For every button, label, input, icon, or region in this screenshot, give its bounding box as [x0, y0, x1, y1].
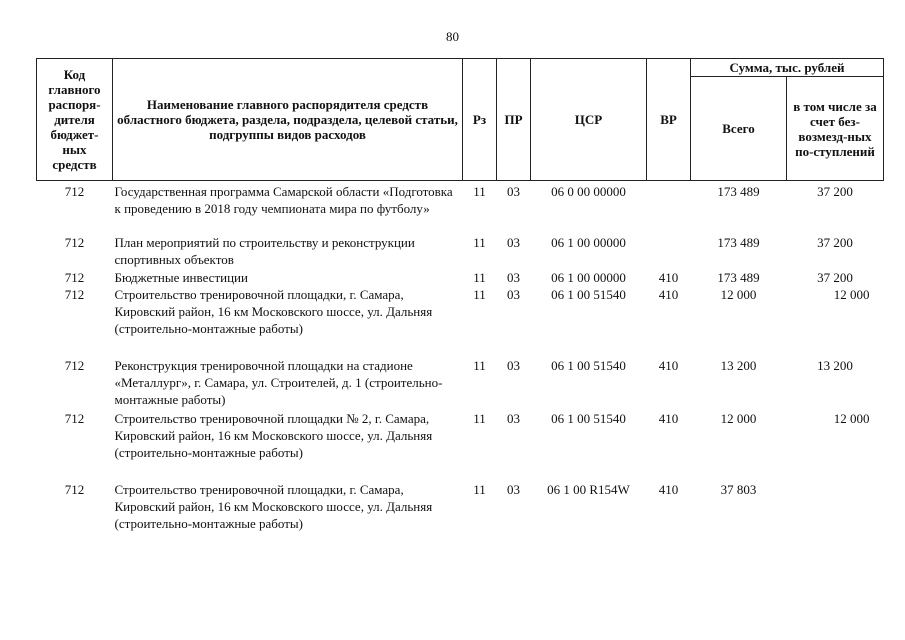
cell-csr: 06 1 00 00000	[551, 269, 626, 285]
cell-free: 37 200	[817, 184, 853, 199]
cell-csr: 06 0 00 00000	[551, 184, 626, 199]
cell-rz: 11	[473, 286, 486, 302]
table-row	[37, 410, 884, 481]
cell-csr: 06 1 00 51540	[551, 410, 626, 426]
cell-pr: 03	[507, 269, 520, 285]
header-name: Наименование главного распорядителя средств областного бюджета, раздела, подраздела, целевой статьи, подгруппы видов расходов	[113, 59, 463, 181]
cell-free: 13 200	[817, 357, 853, 373]
cell-code: 712	[64, 269, 85, 285]
cell-pr: 03	[507, 357, 520, 373]
cell-name: Строительство тренировочной площадки, г. Самара, Кировский район, 16 км Московского шоссе, ул. Дальняя (строительно-монтажные работы)	[114, 286, 433, 336]
cell-vr: 410	[658, 410, 679, 426]
cell-csr: 06 1 00 51540	[551, 286, 626, 302]
cell-code: 712	[64, 357, 85, 373]
cell-name: План мероприятий по строительству и реконструкции спортивных объектов	[114, 234, 415, 267]
cell-rz: 11	[473, 269, 486, 285]
cell-vr: 410	[658, 286, 679, 302]
cell-total: 37 803	[720, 481, 757, 497]
table-row	[37, 481, 884, 552]
table-row	[37, 357, 884, 410]
cell-total: 173 489	[717, 269, 760, 285]
header-total: Всего	[691, 77, 787, 181]
cell-pr: 03	[507, 481, 520, 497]
table-header	[37, 59, 884, 181]
cell-total: 12 000	[720, 410, 757, 426]
header-sum-group: Сумма, тыс. рублей	[691, 59, 884, 77]
cell-rz: 11	[473, 234, 486, 250]
cell-pr: 03	[507, 410, 520, 426]
cell-vr	[647, 234, 691, 269]
cell-free	[787, 481, 884, 552]
cell-vr	[647, 181, 691, 234]
cell-free: 12 000	[833, 410, 870, 426]
cell-rz: 11	[473, 184, 486, 199]
table-row	[37, 181, 884, 234]
cell-rz: 11	[473, 410, 486, 426]
cell-code: 712	[64, 234, 85, 250]
header-vr: ВР	[647, 59, 691, 181]
cell-name: Строительство тренировочной площадки, г. Самара, Кировский район, 16 км Московского шоссе, ул. Дальняя (строительно-монтажные работы)	[114, 481, 433, 531]
cell-name: Бюджетные инвестиции	[114, 269, 248, 285]
header-rz: Рз	[463, 59, 497, 181]
cell-rz: 11	[473, 481, 486, 497]
cell-csr: 06 1 00 00000	[551, 234, 626, 250]
cell-total: 13 200	[720, 357, 757, 373]
cell-code: 712	[64, 481, 85, 497]
header-code: Код главного распоря-дителя бюджет-ных средств	[37, 59, 113, 181]
cell-total: 173 489	[717, 184, 760, 199]
table-row	[37, 234, 884, 269]
header-free: в том числе за счет без-возмезд-ных по-ступлений	[787, 77, 884, 181]
cell-free: 37 200	[817, 234, 853, 250]
cell-pr: 03	[507, 184, 520, 199]
cell-vr: 410	[658, 269, 679, 285]
table-row	[37, 269, 884, 286]
cell-name: Реконструкция тренировочной площадки на стадионе «Металлург», г. Самара, ул. Строителей, д. 1 (строительно-монтажные работы)	[114, 357, 443, 407]
cell-total: 12 000	[720, 286, 757, 302]
cell-code: 712	[64, 184, 85, 199]
table-row	[37, 286, 884, 357]
cell-total: 173 489	[717, 234, 760, 250]
cell-rz: 11	[473, 357, 486, 373]
cell-pr: 03	[507, 234, 520, 250]
header-csr: ЦСР	[531, 59, 647, 181]
cell-free: 37 200	[817, 269, 853, 285]
cell-free: 12 000	[833, 286, 870, 302]
cell-csr: 06 1 00 51540	[551, 357, 626, 373]
page-number: 80	[446, 29, 459, 44]
budget-table	[36, 58, 884, 552]
cell-code: 712	[64, 286, 85, 302]
cell-name: Государственная программа Самарской области «Подготовка к проведению в 2018 году чемпионата мира по футболу»	[114, 184, 453, 216]
cell-name: Строительство тренировочной площадки № 2, г. Самара, Кировский район, 16 км Московского шоссе, ул. Дальняя (строительно-монтажные работы)	[114, 410, 433, 460]
cell-code: 712	[64, 410, 85, 426]
header-pr: ПР	[497, 59, 531, 181]
cell-vr: 410	[658, 357, 679, 373]
cell-vr: 410	[658, 481, 679, 497]
cell-pr: 03	[507, 286, 520, 302]
cell-csr: 06 1 00 R154W	[547, 481, 630, 497]
